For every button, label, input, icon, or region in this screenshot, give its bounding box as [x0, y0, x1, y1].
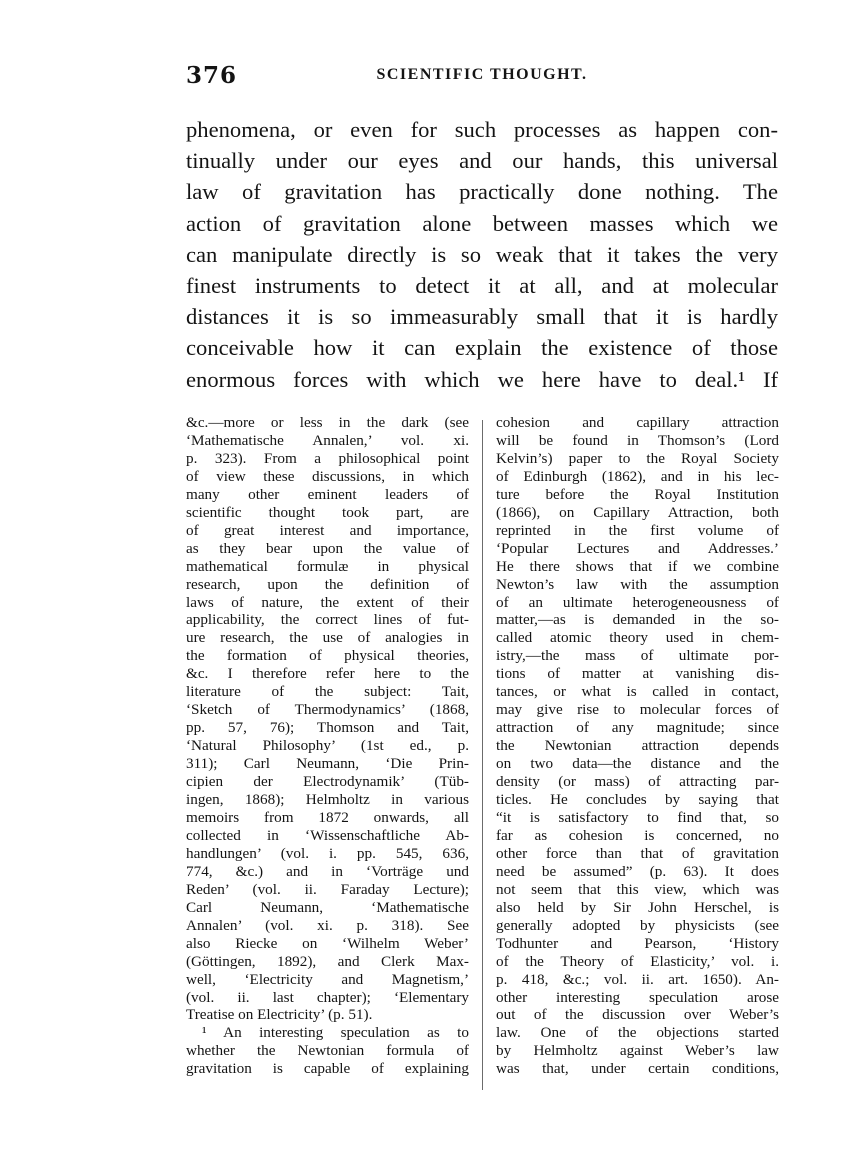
footnote-line: density (or mass) of attracting par- [496, 773, 779, 791]
footnote-line: need be assumed” (p. 63). It does [496, 862, 779, 880]
body-line: can manipulate directly is so weak that it takes the very [186, 241, 778, 267]
footnote-line: “it is satisfactory to find that, so [496, 808, 779, 826]
footnote-line: as they bear upon the value of [186, 539, 469, 557]
footnote-line: of view these discussions, in which [186, 467, 469, 485]
footnote-line: applicability, the correct lines of fut- [186, 611, 469, 629]
body-line: conceivable how it can explain the existence of those [186, 335, 778, 361]
body-line: phenomena, or even for such processes as happen con- [186, 117, 778, 142]
footnotes [186, 414, 778, 1094]
footnote-line: may give rise to molecular forces of [496, 701, 779, 719]
footnote-line: other interesting speculation arose [496, 988, 779, 1006]
footnote-line: Todhunter and Pearson, ‘History [496, 934, 779, 952]
footnote-line: law. One of the objections started [496, 1024, 779, 1042]
footnote-line: memoirs from 1872 onwards, all [186, 808, 469, 826]
footnote-line: handlungen’ (vol. i. pp. 545, 636, [186, 844, 469, 862]
body-line: finest instruments to detect it at all, and at molecular [186, 273, 778, 299]
footnote-line: of great interest and importance, [186, 521, 469, 539]
footnote-line: was that, under certain conditions, [496, 1060, 779, 1078]
footnote-line: Treatise on Electricity’ (p. 51). [186, 1006, 373, 1024]
footnote-line: the Newtonian attraction depends [496, 737, 779, 755]
body-text [186, 114, 778, 395]
footnote-line: &c.—more or less in the dark (see [186, 414, 469, 431]
footnote-line: tions of matter at vanishing dis- [496, 665, 779, 683]
footnote-line: scientific thought took part, are [186, 503, 469, 521]
footnote-line: also Riecke on ‘Wilhelm Weber’ [186, 934, 469, 952]
footnote-line: ‘Mathematische Annalen,’ vol. xi. [186, 431, 469, 449]
footnote-line: matter,—as is demanded in the so- [496, 611, 779, 629]
footnote-line: ‘Popular Lectures and Addresses.’ [496, 539, 779, 557]
footnote-line: called atomic theory used in chem- [496, 629, 779, 647]
footnote-line: Kelvin’s) paper to the Royal Society [496, 449, 779, 467]
footnote-line: (Göttingen, 1892), and Clerk Max- [186, 952, 469, 970]
body-line: distances it is so immeasurably small that it is hardly [186, 304, 778, 330]
footnote-line: out of the discussion over Weber’s [496, 1006, 779, 1024]
footnote-line: ture before the Royal Institution [496, 485, 779, 503]
body-line: tinually under our eyes and our hands, this universal [186, 148, 778, 174]
footnote-line: mathematical formulæ in physical [186, 557, 469, 575]
footnote-line: (1866), on Capillary Attraction, both [496, 503, 779, 521]
footnote-line: well, ‘Electricity and Magnetism,’ [186, 970, 469, 988]
footnote-line: by Helmholtz against Weber’s law [496, 1042, 779, 1060]
footnote-line: ingen, 1868); Helmholtz in various [186, 791, 469, 809]
footnote-line: p. 323). From a philosophical point [186, 449, 469, 467]
footnote-line: other force than that of gravitation [496, 844, 779, 862]
footnote-line: He there shows that if we combine [496, 557, 779, 575]
footnote-line: Annalen’ (vol. xi. p. 318). See [186, 916, 469, 934]
footnote-line: ure research, the use of analogies in [186, 629, 469, 647]
running-head: SCIENTIFIC THOUGHT. [376, 66, 588, 83]
footnote-line: generally adopted by physicists (see [496, 916, 779, 934]
footnote-line: 311); Carl Neumann, ‘Die Prin- [186, 755, 469, 773]
body-line: enormous forces with which we here have to deal.¹ If [186, 366, 778, 392]
page-number: 376 [186, 62, 238, 89]
footnote-line: many other eminent leaders of [186, 485, 469, 503]
footnote-line: 774, &c.) and in ‘Vorträge und [186, 862, 469, 880]
footnote-line: attraction of any magnitude; since [496, 719, 779, 737]
footnote-line: (vol. ii. last chapter); ‘Elementary [186, 988, 469, 1006]
footnote-line: Carl Neumann, ‘Mathematische [186, 898, 469, 916]
column-divider [482, 420, 483, 1090]
footnote-line: Newton’s law with the assumption [496, 575, 779, 593]
footnote-line: the formation of physical theories, [186, 647, 469, 665]
footnote-line: reprinted in the first volume of [496, 521, 779, 539]
footnote-line: whether the Newtonian formula of [186, 1042, 469, 1060]
footnote-line: ¹ An interesting speculation as to [202, 1024, 469, 1042]
footnote-line: istry,—the mass of ultimate por- [496, 647, 779, 665]
footnote-line: gravitation is capable of explaining [186, 1060, 469, 1078]
footnote-line: far as cohesion is concerned, no [496, 826, 779, 844]
footnote-line: cohesion and capillary attraction [496, 414, 779, 431]
footnote-line: also held by Sir John Herschel, is [496, 898, 779, 916]
footnote-line: will be found in Thomson’s (Lord [496, 431, 779, 449]
footnote-line: not seem that this view, which was [496, 880, 779, 898]
body-line: law of gravitation has practically done nothing. The [186, 179, 778, 205]
footnote-line: literature of the subject: Tait, [186, 683, 469, 701]
footnote-line: research, upon the definition of [186, 575, 469, 593]
footnote-line: cipien der Electrodynamik’ (Tüb- [186, 773, 469, 791]
page-header [186, 62, 778, 92]
footnote-line: of an ultimate heterogeneousness of [496, 593, 779, 611]
footnote-line: laws of nature, the extent of their [186, 593, 469, 611]
body-line: action of gravitation alone between masses which we [186, 210, 778, 236]
footnote-line: collected in ‘Wissenschaftliche Ab- [186, 826, 469, 844]
footnote-line: Reden’ (vol. ii. Faraday Lecture); [186, 880, 469, 898]
footnote-line: on two data—the distance and the [496, 755, 779, 773]
footnote-line: pp. 57, 76); Thomson and Tait, [186, 719, 469, 737]
footnote-line: ‘Natural Philosophy’ (1st ed., p. [186, 737, 469, 755]
footnote-line: ticles. He concludes by saying that [496, 791, 779, 809]
footnote-line: of Edinburgh (1862), and in his lec- [496, 467, 779, 485]
footnote-column-right [496, 414, 779, 1078]
footnote-line: of the Theory of Elasticity,’ vol. i. [496, 952, 779, 970]
footnote-column-left [186, 414, 469, 1078]
footnote-line: ‘Sketch of Thermodynamics’ (1868, [186, 701, 469, 719]
footnote-line: tances, or what is called in contact, [496, 683, 779, 701]
footnote-line: p. 418, &c.; vol. ii. art. 1650). An- [496, 970, 779, 988]
footnote-line: &c. I therefore refer here to the [186, 665, 469, 683]
